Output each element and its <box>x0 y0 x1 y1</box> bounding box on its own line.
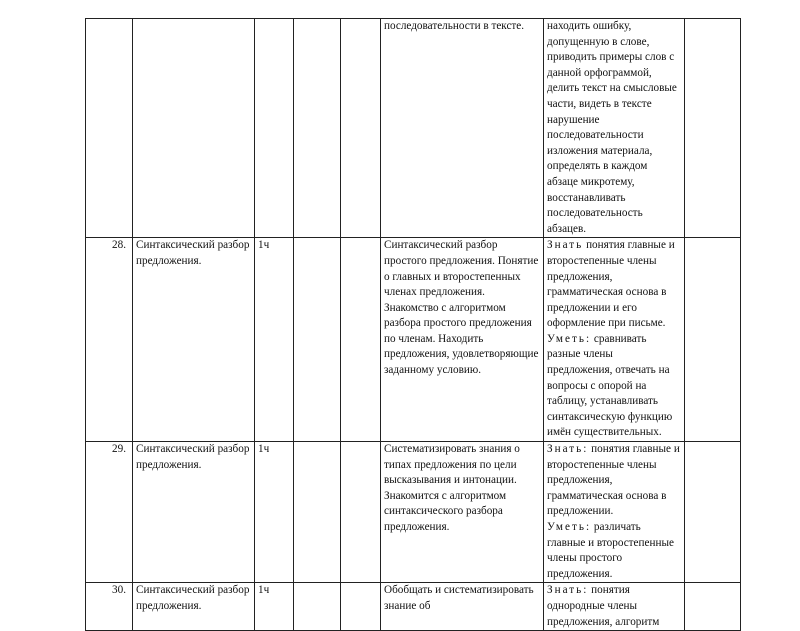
lesson-topic: Синтаксический разбор предложения. <box>133 583 255 631</box>
lesson-hours <box>255 19 294 238</box>
lesson-topic: Синтаксический разбор предложения. <box>133 442 255 583</box>
skill-text: сравнивать разные члены предложения, отвечать на вопросы с опорой на таблицу, устанавливать синтаксическую функцию имён существительных. <box>547 332 673 439</box>
lesson-content: Систематизировать знания о типах предложения по цели высказывания и интонации. Знакомится с алгоритмом синтаксического разбора предложения. <box>381 442 544 583</box>
empty-cell <box>294 583 341 631</box>
table-row <box>86 238 741 442</box>
empty-cell <box>341 19 381 238</box>
empty-cell <box>294 442 341 583</box>
requirements-cell <box>544 442 685 583</box>
empty-cell <box>685 442 741 583</box>
skill-label: Уметь: <box>547 332 592 345</box>
requirements-cell <box>544 583 685 631</box>
skill-label: Уметь: <box>547 521 592 533</box>
lesson-hours: 1ч <box>255 583 294 631</box>
lesson-hours: 1ч <box>255 442 294 583</box>
lesson-topic <box>133 19 255 238</box>
empty-cell <box>685 19 741 238</box>
empty-cell <box>341 238 381 442</box>
table-row <box>86 19 741 238</box>
table-row <box>86 583 741 631</box>
lesson-number: 30. <box>86 583 133 631</box>
know-label: Знать <box>547 239 584 252</box>
table-row <box>86 442 741 583</box>
lesson-number: 29. <box>86 442 133 583</box>
lesson-content: Синтаксический разбор простого предложения. Понятие о главных и второстепенных членах предложения. Знакомство с алгоритмом разбора простого предложения по членам. Находить предложения, удовлетворяющие заданному условию. <box>381 238 544 442</box>
empty-cell <box>341 583 381 631</box>
lesson-content: Обобщать и систематизировать знание об <box>381 583 544 631</box>
requirements-text: понятия главные и второстепенные члены предложения, грамматическая основа в предложении. <box>547 443 680 518</box>
know-label: Знать: <box>547 584 589 597</box>
lesson-number <box>86 19 133 238</box>
empty-cell <box>294 238 341 442</box>
lesson-plan-table <box>85 18 741 631</box>
requirements-text: понятия однородные члены предложения, алгоритм <box>547 584 660 628</box>
requirements-text: находить ошибку, допущенную в слове, приводить примеры слов с данной орфограммой, делить текст на смысловые части, видеть в тексте нарушение последовательности изложения материала, определять в каждом абзаце микротему, восстанавливать последовательность абзацев. <box>547 20 677 235</box>
lesson-topic: Синтаксический разбор предложения. <box>133 238 255 442</box>
know-label: Знать: <box>547 443 589 456</box>
empty-cell <box>685 238 741 442</box>
requirements-cell <box>544 19 685 238</box>
lesson-content: последовательности в тексте. <box>381 19 544 238</box>
skill-text: различать главные и второстепенные члены простого предложения. <box>547 521 674 580</box>
requirements-cell <box>544 238 685 442</box>
requirements-text: понятия главные и второстепенные члены предложения, грамматическая основа в предложении и его оформление при письме. <box>547 239 675 330</box>
lesson-number: 28. <box>86 238 133 442</box>
lesson-hours: 1ч <box>255 238 294 442</box>
empty-cell <box>341 442 381 583</box>
empty-cell <box>685 583 741 631</box>
empty-cell <box>294 19 341 238</box>
